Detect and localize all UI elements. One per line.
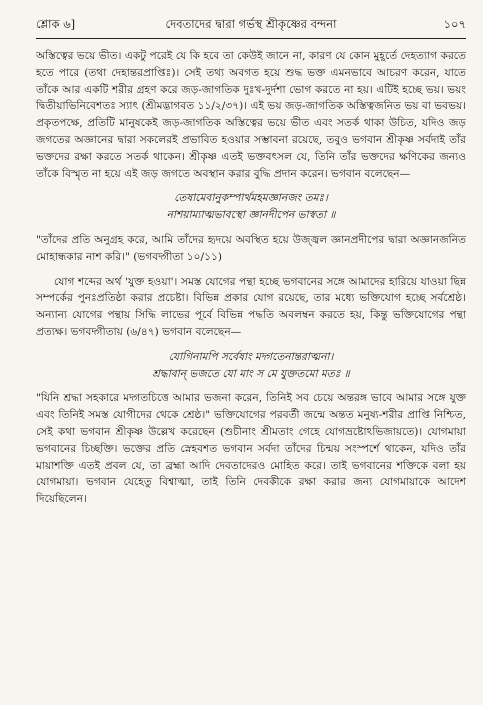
page-number: ১০৭	[443, 17, 466, 31]
page-body	[36, 48, 466, 516]
verse-line: নাশয়াম্যাত্মভাবস্থো জ্ঞানদীপেন ভাস্বতা ॥	[166, 209, 336, 222]
verse-line: শ্রদ্ধাবান্ ভজতে যো মাং স মে যুক্ততমো মতঃ ॥	[152, 367, 350, 380]
header-rule	[36, 38, 466, 39]
translation-paragraph: "তাঁদের প্রতি অনুগ্রহ করে, আমি তাঁদের হৃদয়ে অবস্থিত হয়ে উজ্জ্বল জ্ঞানপ্রদীপের দ্বারা অজ্ঞানজনিত মোহান্ধকার নাশ করি।" (ভগবদ্গীতা ১০/১১)	[36, 233, 466, 263]
verse-line: যোগিনামপি সর্বেষাং মদ্গতেনান্তরাত্মনা।	[168, 350, 334, 363]
paragraph: যোগ শব্দের অর্থ 'যুক্ত হওয়া'। সমস্ত যোগের পন্থা হচ্ছে ভগবানের সঙ্গে আমাদের হারিয়ে যাওয়া ছিন্ন সম্পর্কের পুনঃপ্রতিষ্ঠা করার প্রচেষ্টা। বিভিন্ন প্রকার যোগ রয়েছে, তার মধ্যে ভক্তিযোগ হচ্ছে সর্বশ্রেষ্ঠ। অন্যান্য যোগের পন্থায় সিদ্ধি লাভের পূর্বে বিভিন্ন পদ্ধতি অবলম্বন করতে হয়, কিন্তু ভক্তিযোগের পন্থা প্রত্যক্ষ। ভগবদ্গীতায় (৬/৪৭) ভগবান বলেছেন—	[36, 275, 466, 338]
paragraph: "যিনি শ্রদ্ধা সহকারে মদ্গতচিত্তে আমার ভজনা করেন, তিনিই সব চেয়ে অন্তরঙ্গ ভাবে আমার সঙ্গে যুক্ত এবং তিনিই সমস্ত যোগীদের থেকে শ্রেষ্ঠ।" ভক্তিযোগের পরবর্তী জন্মে অন্তত মনুষ্য-শরীর প্রাপ্তি নিশ্চিত, সেই কথা ভগবান শ্রীকৃষ্ণ উল্লেখ করেছেন (শুচীনাং শ্রীমতাং গেহে যোগভ্রষ্টোঽভিজায়তে)। যোগমায়া ভগবানের চিচ্ছক্তি। ভক্তের প্রতি স্নেহবশত ভগবান সর্বদা তাঁদের চিন্ময় সংস্পর্শে থাকেন, যদিও তাঁর মায়াশক্তি এতই প্রবল যে, তা ব্রহ্মা আদি দেবতাদেরও মোহিত করে। তাই ভগবানের শক্তিকে বলা হয় যোগমায়া। ভগবান যেহেতু বিশ্বাত্মা, তাই তিনি দেবকীকে রক্ষা করার জন্য যোগমায়াকে আদেশ দিয়েছিলেন।	[36, 392, 466, 506]
running-title: দেবতাদের দ্বারা গর্ভস্থ শ্রীকৃষ্ণের বন্দনা	[165, 17, 337, 31]
sanskrit-verse	[36, 190, 466, 224]
page-header	[36, 16, 466, 38]
sanskrit-verse	[36, 349, 466, 383]
verse-reference: শ্লোক ৬]	[36, 17, 76, 31]
verse-line: তেষামেবানুকম্পার্থমহমজ্ঞানজং তমঃ।	[174, 192, 328, 205]
paragraph: অস্তিত্বের ভয়ে ভীত। একটু পরেই যে কি হবে তা কেউই জানে না, কারণ যে কোন মুহূর্তে দেহত্যাগ করতে হতে পারে (তথা দেহান্তরপ্রাপ্তিঃ)। সেই তথ্য অবগত হয়ে শুদ্ধ ভক্ত এমনভাবে আচরণ করেন, যাতে তাঁকে আর একটি শরীর গ্রহণ করে জড়-জাগতিক দুঃখ-দুর্দশা ভোগ করতে না হয়। এটিই হচ্ছে ভয়। ভয়ং দ্বিতীয়াভিনিবেশতঃ স্যাৎ (শ্রীমদ্ভাগবত ১১/২/৩৭)। এই ভয় জড়-জাগতিক অস্তিত্বজনিত ভয় বা ভবভয়। প্রকৃতপক্ষে, প্রতিটি মানুষকেই জড়-জাগতিক অস্তিত্বের ভয়ে ভীত এবং সতর্ক থাকা উচিত, যদিও জড় জগতের অজ্ঞানের দ্বারা সকলেরই প্রভাবিত হওয়ার সম্ভাবনা রয়েছে, তবুও ভগবান শ্রীকৃষ্ণ সর্বদাই তাঁর ভক্তদের রক্ষা করতে সতর্ক থাকেন। শ্রীকৃষ্ণ এতই ভক্তবৎসল যে, তিনি তাঁর ভক্তদের ক্ষণিকের জন্যও তাঁকে বিস্মৃত না হয়ে এই জড় জগতে অবস্থান করার বুদ্ধি প্রদান করেন। ভগবান বলেছেন—	[36, 50, 466, 180]
